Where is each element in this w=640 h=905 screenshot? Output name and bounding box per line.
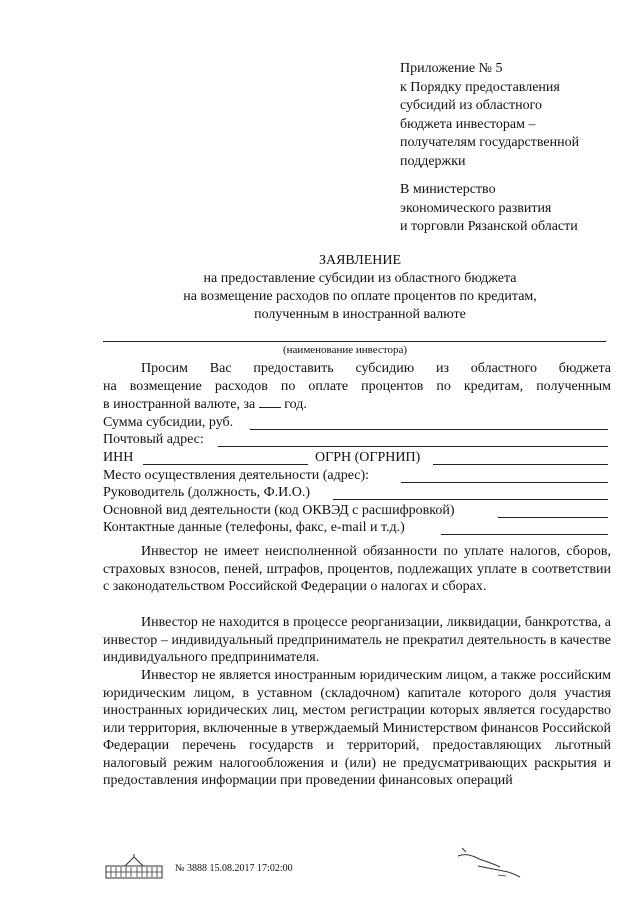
paragraph-text: Инвестор не имеет неисполненной обязанности по уплате налогов, сборов, страховых взносов, пеней, штрафов, процентов, подлежащих уплате в соответствии с законодательством Российской Федерации о налогах и сборах. <box>103 544 611 594</box>
request-line: год. <box>280 397 307 412</box>
contacts-field <box>103 519 611 537</box>
request-paragraph <box>103 360 611 414</box>
signature-icon <box>448 842 528 882</box>
paragraph-text: Инвестор не находится в процессе реорганизации, ликвидации, банкротства, а инвестор – индивидуальный предприниматель не прекратил деятельность в качестве индивидуального предпринимателя. <box>103 615 611 665</box>
main-activity-input[interactable] <box>498 517 608 518</box>
investor-name-line[interactable] <box>103 340 606 342</box>
annex-line: получателям государственной <box>400 135 580 150</box>
addressee-line: В министерство <box>400 182 496 197</box>
annex-line: Приложение № 5 <box>400 61 503 76</box>
annex-line: субсидий из областного <box>400 98 542 113</box>
addressee-block <box>400 181 610 237</box>
main-activity-field <box>103 502 611 520</box>
paragraph-text: Инвестор не является иностранным юридическим лицом, а также российским юридическим лицом, в уставном (складочном) капитале которого доля участия иностранных юридических лиц, местом регистрации которых является государство или территория, включенные в утверждаемый Министерством финансов Российской Федерации перечень государств и территорий, предоставляющих льготный налоговый режим налогообложения и (или) не предусматривающих раскрытия и предоставления информации при проведении финансовых операций <box>103 668 611 788</box>
annex-line: поддержки <box>400 153 466 169</box>
field-label: Место осуществления деятельности (адрес): <box>103 468 370 483</box>
postal-address-input[interactable] <box>218 446 608 447</box>
director-field <box>103 484 611 502</box>
addressee-line: экономического развития <box>400 200 552 216</box>
ogrn-input[interactable] <box>433 464 608 465</box>
annex-header <box>400 60 610 171</box>
investor-caption: (наименование инвестора) <box>283 344 408 356</box>
field-label: Руководитель (должность, Ф.И.О.) <box>103 485 311 500</box>
title-line: на предоставление субсидии из областного бюджета <box>203 271 517 286</box>
paragraph-tax-obligations <box>103 543 611 596</box>
field-label: Контактные данные (телефоны, факс, e-mail и т.д.) <box>103 520 405 535</box>
request-line: Просим Вас предоставить субсидию из областного бюджета <box>141 361 611 376</box>
postal-address-field <box>103 431 611 449</box>
registration-stamp <box>105 852 345 882</box>
document-title <box>100 252 620 324</box>
field-label: Основной вид деятельности (код ОКВЭД с расшифровкой) <box>103 503 455 518</box>
director-input[interactable] <box>333 499 608 500</box>
field-label: ОГРН (ОГРНИП) <box>315 450 421 465</box>
year-blank[interactable] <box>259 395 281 408</box>
activity-place-input[interactable] <box>401 482 608 483</box>
annex-line: бюджета инвесторам – <box>400 116 536 132</box>
paragraph-foreign-entity <box>103 667 611 790</box>
inn-input[interactable] <box>143 464 308 465</box>
field-label: ИНН <box>103 450 134 465</box>
inn-ogrn-field <box>103 449 611 467</box>
stamp-registration-text: № 3888 15.08.2017 17:02:00 <box>175 863 293 874</box>
annex-line: к Порядку предоставления <box>400 79 560 95</box>
subsidy-amount-field <box>103 414 611 432</box>
paragraph-reorganization <box>103 614 611 667</box>
request-line: на возмещение расходов по оплате процентов по кредитам, полученным <box>103 378 611 394</box>
subsidy-amount-input[interactable] <box>250 429 608 430</box>
title-line: на возмещение расходов по оплате процентов по кредитам, <box>183 289 537 304</box>
title-line: полученным в иностранной валюте <box>254 307 466 322</box>
field-label: Сумма субсидии, руб. <box>103 415 234 430</box>
field-label: Почтовый адрес: <box>103 432 204 447</box>
contacts-input[interactable] <box>441 534 608 535</box>
request-line: в иностранной валюте, за <box>103 397 259 412</box>
building-stamp-icon <box>105 854 163 880</box>
title-main: ЗАЯВЛЕНИЕ <box>318 253 402 268</box>
addressee-line: и торговли Рязанской области <box>400 219 578 234</box>
activity-place-field <box>103 467 611 485</box>
